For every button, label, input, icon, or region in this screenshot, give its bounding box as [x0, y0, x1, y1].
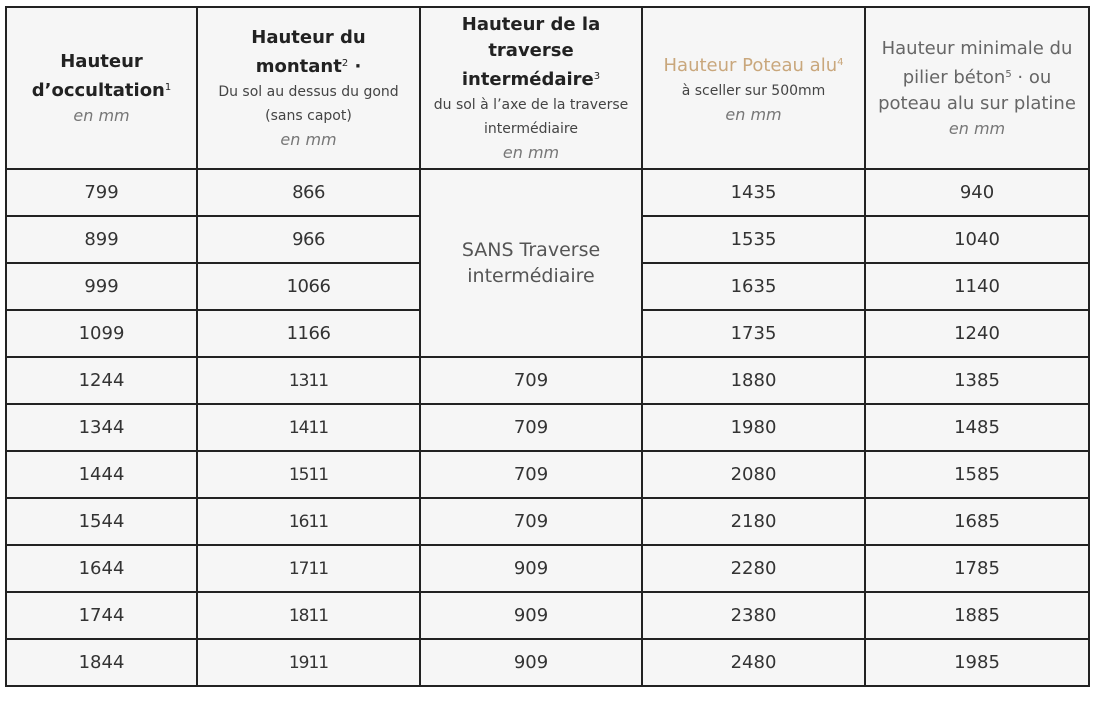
cell-poteau: 2480 — [642, 639, 865, 686]
cell-poteau: 1980 — [642, 404, 865, 451]
dimensions-table — [5, 6, 1090, 687]
cell-poteau: 2180 — [642, 498, 865, 545]
header-occultation-title: Hauteur d’occultation — [31, 50, 165, 101]
cell-traverse: 909 — [420, 592, 642, 639]
header-montant — [197, 7, 420, 169]
cell-montant: 1066 — [197, 263, 420, 310]
cell-poteau: 1880 — [642, 357, 865, 404]
header-montant-unit: en mm — [280, 129, 337, 149]
cell-poteau: 1535 — [642, 216, 865, 263]
header-montant-sub: Du sol au dessus du gond (sans capot) — [218, 83, 399, 124]
cell-occultation: 1444 — [6, 451, 197, 498]
table-row — [6, 404, 1089, 451]
header-traverse-unit: en mm — [502, 142, 560, 162]
cell-pilier: 1240 — [865, 310, 1089, 357]
cell-traverse: 709 — [420, 404, 642, 451]
footnote-4: 4 — [837, 56, 844, 68]
cell-traverse: 909 — [420, 639, 642, 686]
table-row — [6, 545, 1089, 592]
cell-occultation: 899 — [6, 216, 197, 263]
cell-pilier: 1040 — [865, 216, 1089, 263]
cell-montant: 1711 — [197, 545, 420, 592]
cell-occultation: 1244 — [6, 357, 197, 404]
cell-traverse: 709 — [420, 451, 642, 498]
cell-traverse: 909 — [420, 545, 642, 592]
cell-montant: 866 — [197, 169, 420, 216]
header-occultation — [6, 7, 197, 169]
table-row — [6, 639, 1089, 686]
header-traverse-title: Hauteur de la traverse intermédaire — [461, 13, 601, 90]
header-montant-title: Hauteur du montant — [251, 26, 366, 77]
cell-occultation: 1644 — [6, 545, 197, 592]
header-pilier-unit: en mm — [948, 118, 1006, 138]
cell-montant: 1166 — [197, 310, 420, 357]
cell-montant: 1811 — [197, 592, 420, 639]
table-row — [6, 169, 1089, 216]
header-row — [6, 7, 1089, 169]
cell-poteau: 1635 — [642, 263, 865, 310]
cell-poteau: 1735 — [642, 310, 865, 357]
dimensions-table-container — [5, 6, 1090, 687]
table-row — [6, 451, 1089, 498]
table-row — [6, 357, 1089, 404]
cell-pilier: 1685 — [865, 498, 1089, 545]
cell-montant: 1511 — [197, 451, 420, 498]
cell-poteau: 2080 — [642, 451, 865, 498]
table-row — [6, 498, 1089, 545]
cell-poteau: 2380 — [642, 592, 865, 639]
footnote-2: 2 — [341, 57, 349, 69]
cell-sans-traverse: SANS Traverse intermédiaire — [420, 169, 642, 357]
header-poteau-unit: en mm — [725, 104, 782, 124]
cell-pilier: 940 — [865, 169, 1089, 216]
footnote-3: 3 — [593, 70, 601, 82]
cell-occultation: 1844 — [6, 639, 197, 686]
header-traverse — [420, 7, 642, 169]
cell-pilier: 1385 — [865, 357, 1089, 404]
footnote-5: 5 — [1005, 68, 1012, 80]
header-occultation-unit: en mm — [73, 105, 130, 125]
cell-occultation: 1099 — [6, 310, 197, 357]
cell-montant: 1611 — [197, 498, 420, 545]
cell-occultation: 1544 — [6, 498, 197, 545]
header-traverse-sub: du sol à l’axe de la traverse intermédiaire — [433, 96, 629, 137]
cell-occultation: 999 — [6, 263, 197, 310]
cell-pilier: 1785 — [865, 545, 1089, 592]
cell-occultation: 799 — [6, 169, 197, 216]
header-pilier-suffix: · ou poteau alu sur platine — [878, 66, 1076, 114]
cell-pilier: 1485 — [865, 404, 1089, 451]
cell-occultation: 1344 — [6, 404, 197, 451]
cell-pilier: 1885 — [865, 592, 1089, 639]
cell-poteau: 1435 — [642, 169, 865, 216]
header-pilier — [865, 7, 1089, 169]
cell-montant: 966 — [197, 216, 420, 263]
cell-pilier: 1585 — [865, 451, 1089, 498]
header-poteau — [642, 7, 865, 169]
cell-montant: 1311 — [197, 357, 420, 404]
header-poteau-title: Hauteur Poteau alu — [663, 54, 838, 76]
cell-poteau: 2280 — [642, 545, 865, 592]
header-pilier-title: Hauteur minimale du pilier béton — [881, 37, 1073, 88]
cell-montant: 1411 — [197, 404, 420, 451]
table-row — [6, 592, 1089, 639]
cell-traverse: 709 — [420, 498, 642, 545]
header-poteau-sub: à sceller sur 500mm — [681, 82, 826, 99]
header-montant-suffix: · — [348, 55, 362, 77]
cell-occultation: 1744 — [6, 592, 197, 639]
footnote-1: 1 — [164, 81, 172, 93]
cell-pilier: 1140 — [865, 263, 1089, 310]
cell-pilier: 1985 — [865, 639, 1089, 686]
cell-traverse: 709 — [420, 357, 642, 404]
cell-montant: 1911 — [197, 639, 420, 686]
